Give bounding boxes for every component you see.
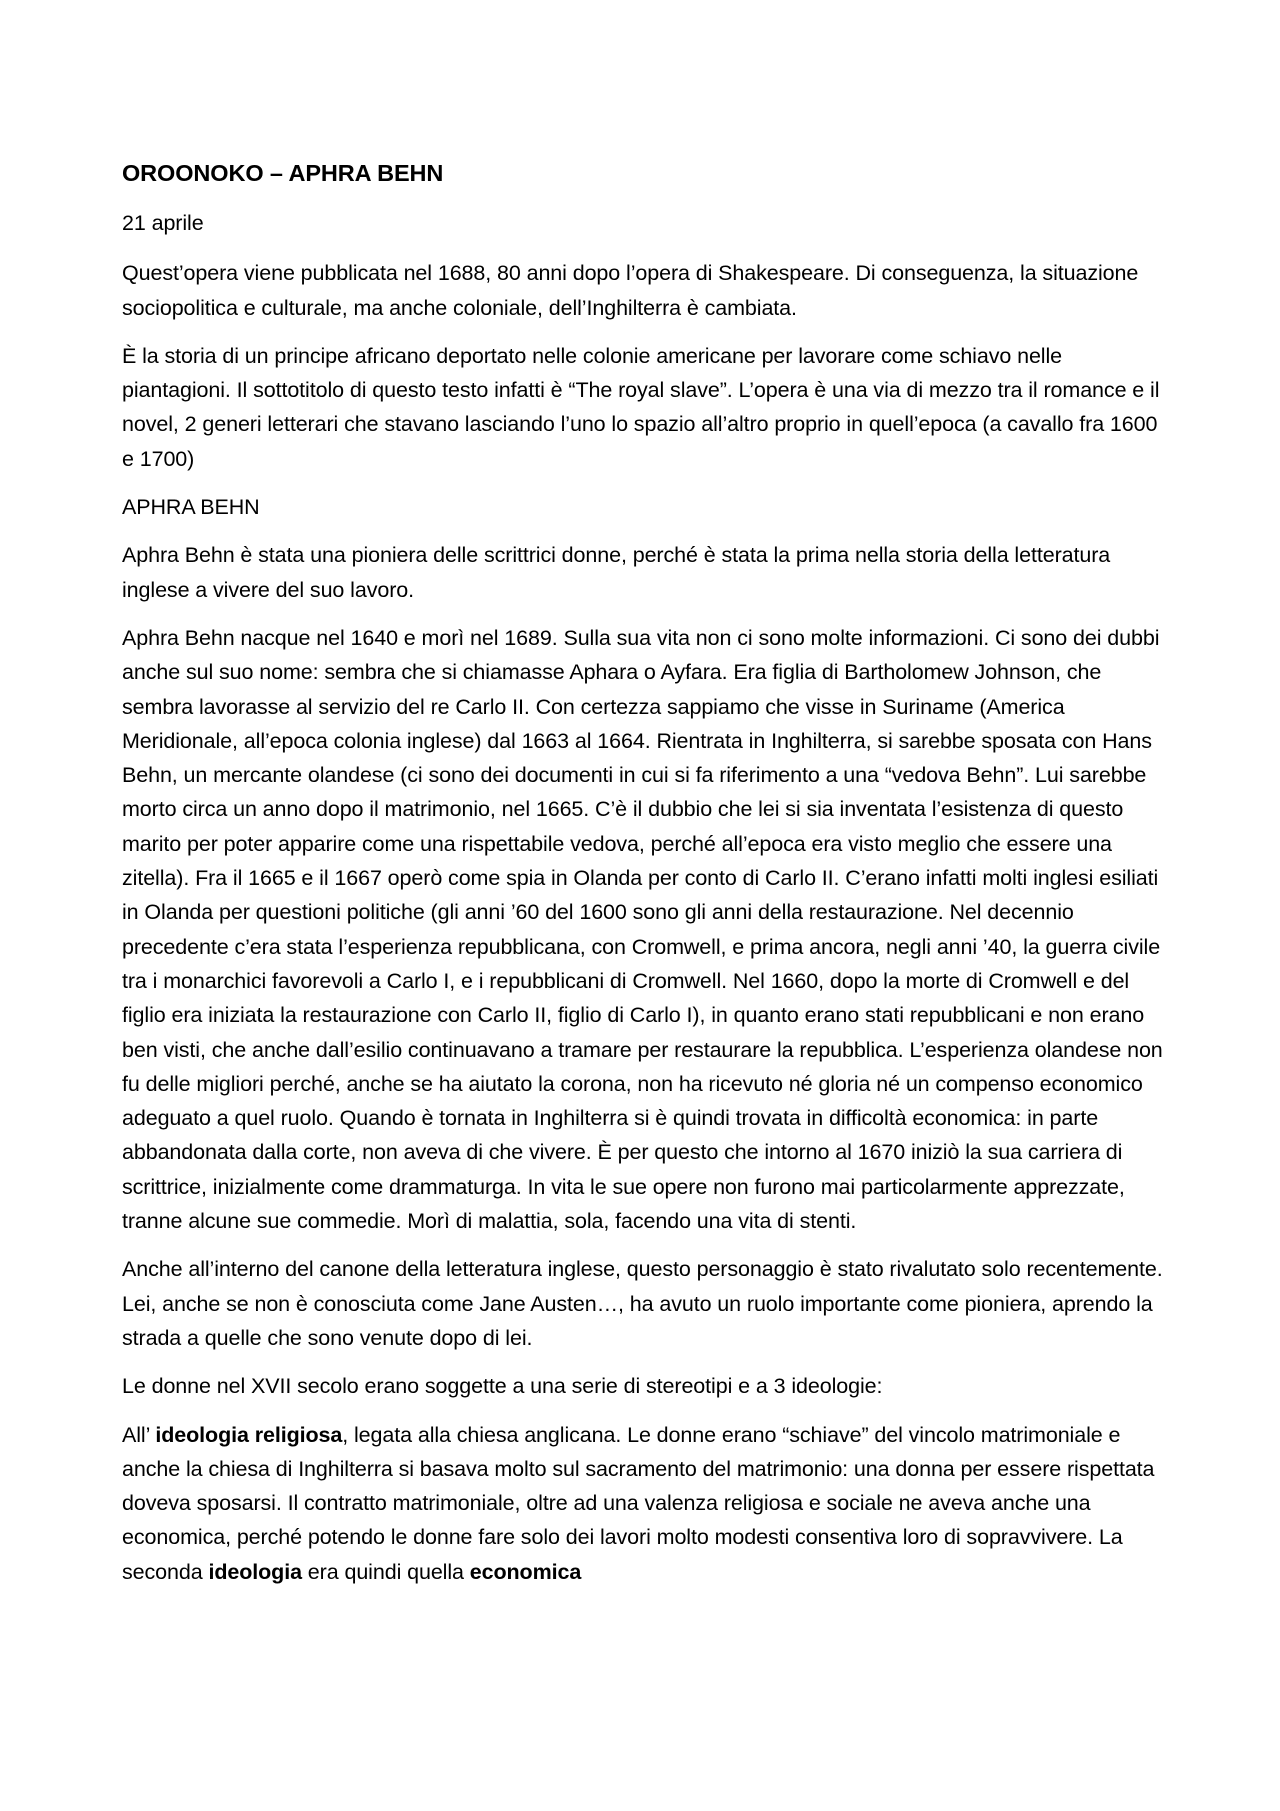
intro-paragraph-2: È la storia di un principe africano deportato nelle colonie americane per lavorare come schiavo nelle piantagioni. Il sottotitolo di questo testo infatti è “The royal slave”. L’opera è una via di mezzo tra il romance e il novel, 2 generi letterari che stavano lasciando l’uno lo spazio all’altro proprio in quell’epoca (a cavallo fra 1600 e 1700) <box>122 343 1160 471</box>
ideology-economic-term: economica <box>469 1559 582 1584</box>
ideology-prefix: All’ <box>122 1422 156 1447</box>
document-page <box>122 156 1167 1603</box>
ideology-text-1: , legata alla chiesa anglicana. Le donne erano “schiave” del vincolo matrimoniale e anche la chiesa di Inghilterra si basava molto sul sacramento del matrimonio: una donna per essere rispettata doveva sposarsi. Il contratto matrimoniale, oltre ad una valenza religiosa e sociale ne aveva anche una economica, perché potendo le donne fare solo dei lavori molto modesti consentiva loro di sopravvivere. La seconda <box>122 1422 1155 1584</box>
ideology-text-2: era quindi quella <box>301 1559 470 1584</box>
date-line: 21 aprile <box>122 211 204 235</box>
bio-paragraph-4: Le donne nel XVII secolo erano soggette a una serie di stereotipi e a 3 ideologie: <box>122 1374 883 1399</box>
document-title: OROONOKO – APHRA BEHN <box>122 160 444 186</box>
bio-paragraph-1: Aphra Behn è stata una pioniera delle scrittrici donne, perché è stata la prima nella storia della letteratura inglese a vivere del suo lavoro. <box>122 543 1111 602</box>
ideology-term: ideologia <box>208 1559 302 1584</box>
bio-paragraph-2: Aphra Behn nacque nel 1640 e morì nel 1689. Sulla sua vita non ci sono molte informazioni. Ci sono dei dubbi anche sul suo nome: sembra che si chiamasse Aphara o Ayfara. Era figlia di Bartholomew Johnson, che sembra lavorasse al servizio del re Carlo II. Con certezza sappiamo che visse in Suriname (America Meridionale, all’epoca colonia inglese) dal 1663 al 1664. Rientrata in Inghilterra, si sarebbe sposata con Hans Behn, un mercante olandese (ci sono dei documenti in cui si fa riferimento a una “vedova Behn”. Lui sarebbe morto circa un anno dopo il matrimonio, nel 1665. C’è il dubbio che lei si sia inventata l’esistenza di questo marito per poter apparire come una rispettabile vedova, perché all’epoca era visto meglio che essere una zitella). Fra il 1665 e il 1667 operò come spia in Olanda per conto di Carlo II. C’erano infatti molti inglesi esiliati in Olanda per questioni politiche (gli anni ’60 del 1600 sono gli anni della restaurazione. Nel decennio precedente c’era stata l’esperienza repubblicana, con Cromwell, e prima ancora, negli anni ’40, la guerra civile tra i monarchici favorevoli a Carlo I, e i repubblicani di Cromwell. Nel 1660, dopo la morte di Cromwell e del figlio era iniziata la restaurazione con Carlo II, figlio di Carlo I), in quanto erano stati repubblicani e non erano ben visti, che anche dall’esilio continuavano a tramare per restaurare la repubblica. L’esperienza olandese non fu delle migliori perché, anche se ha aiutato la corona, non ha ricevuto né gloria né un compenso economico adeguato a quel ruolo. Quando è tornata in Inghilterra si è quindi trovata in difficoltà economica: in parte abbandonata dalla corte, non aveva di che vivere. È per questo che intorno al 1670 iniziò la sua carriera di scrittrice, inizialmente come drammaturga. In vita le sue opere non furono mai particolarmente apprezzate, tranne alcune sue commedie. Morì di malattia, sola, facendo una vita di stenti. <box>122 625 1163 1234</box>
ideology-religious-term: ideologia religiosa <box>155 1422 343 1447</box>
bio-paragraph-3: Anche all’interno del canone della letteratura inglese, questo personaggio è stato rivalutato solo recentemente. Lei, anche se non è conosciuta come Jane Austen…, ha avuto un ruolo importante come pioniera, aprendo la strada a quelle che sono venute dopo di lei. <box>122 1257 1163 1350</box>
intro-paragraph-1: Quest’opera viene pubblicata nel 1688, 80 anni dopo l’opera di Shakespeare. Di conseguenza, la situazione sociopolitica e culturale, ma anche coloniale, dell’Inghilterra è cambiata. <box>122 261 1139 320</box>
ideology-paragraph <box>122 1418 1167 1589</box>
section-heading: APHRA BEHN <box>122 495 260 520</box>
